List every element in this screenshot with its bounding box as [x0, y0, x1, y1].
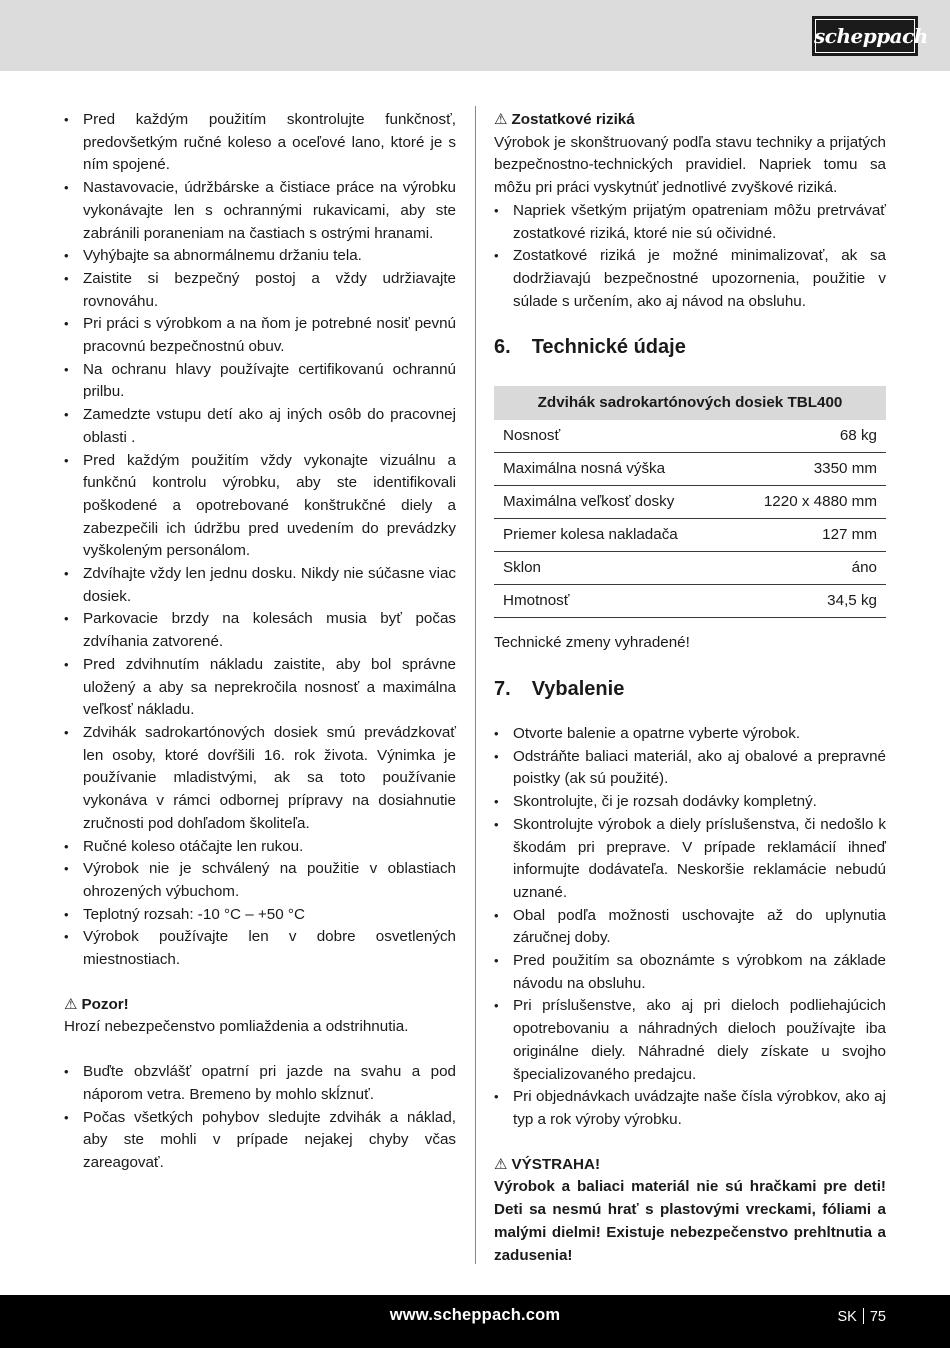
- spec-value: 34,5 kg: [727, 585, 886, 618]
- residual-risks-title: Zostatkové riziká: [511, 111, 635, 128]
- technical-data-table: [494, 386, 886, 420]
- warning-triangle-icon: ⚠: [494, 111, 508, 128]
- table-row: [494, 453, 886, 486]
- language-code: SK: [837, 1309, 857, 1325]
- section-6-heading: [494, 335, 886, 359]
- tech-changes-note: Technické zmeny vyhradené!: [494, 634, 690, 652]
- spec-label: Sklon: [494, 552, 727, 585]
- list-item: • Pri príslušenstve, ako aj pri dieloch podliehajúcich opotrebovaniu a náhradných dieloch používajte iba originálne diely. Náhradné diely získate u svojho špecializovaného predajcu.: [494, 995, 886, 1086]
- list-item: • Ručné koleso otáčajte len rukou.: [64, 836, 456, 859]
- warning-title: VÝSTRAHA!: [511, 1155, 601, 1173]
- list-item: • Teplotný rozsah: -10 °C – +50 °C: [64, 904, 456, 927]
- caution-heading: [64, 994, 456, 1017]
- list-item: • Skontrolujte výrobok a diely príslušenstva, či nedošlo k škodám pri preprave. V prípade reklamácií ihneď informujte dodávateľa. Neskoršie reklamácie nebudú uznané.: [494, 814, 886, 905]
- list-item: • Otvorte balenie a opatrne vyberte výrobok.: [494, 723, 886, 746]
- residual-risks-text: Výrobok je skonštruovaný podľa stavu techniky a prijatých bezpečnostno-technických pravidiel. Napriek tomu sa môžu pri práci vyskytnúť jednotlivé zvyškové riziká.: [494, 133, 886, 197]
- list-item: • Počas všetkých pohybov sledujte zdvihák a náklad, aby ste mohli v prípade nejakej chyby včas zareagovať.: [64, 1107, 456, 1175]
- page-indicator: [838, 1308, 886, 1325]
- residual-risks-heading: [494, 109, 886, 132]
- list-item: • Zostatkové riziká je možné minimalizovať, ak sa dodržiavajú bezpečnostné upozornenia, použitie v súlade s určením, ako aj návod na obsluhu.: [494, 245, 886, 313]
- slope-bullet-list: [64, 1061, 456, 1175]
- table-row: [494, 519, 886, 552]
- list-item: • Skontrolujte, či je rozsah dodávky kompletný.: [494, 791, 886, 814]
- website-link[interactable]: www.scheppach.com: [389, 1306, 561, 1324]
- warning-triangle-icon: ⚠: [64, 995, 78, 1013]
- list-item: • Vyhýbajte sa abnormálnemu držaniu tela.: [64, 245, 456, 268]
- table-row: [494, 420, 886, 453]
- footer-bar: [0, 1295, 950, 1348]
- list-item: • Pred použitím sa oboznámte s výrobkom na základe návodu na obsluhu.: [494, 950, 886, 995]
- list-item: • Napriek všetkým prijatým opatreniam môžu pretrvávať zostatkové riziká, ktoré nie sú očividné.: [494, 200, 886, 245]
- spec-value: 1220 x 4880 mm: [727, 486, 886, 519]
- list-item: • Odstráňte baliaci materiál, ako aj obalové a prepravné poistky (ak sú použité).: [494, 746, 886, 791]
- warning-triangle-icon: ⚠: [494, 1155, 508, 1173]
- unpacking-bullet-list: [494, 723, 886, 1132]
- spec-value: áno: [727, 552, 886, 585]
- list-item: • Pri objednávkach uvádzajte naše čísla výrobkov, ako aj typ a rok výroby výrobku.: [494, 1086, 886, 1131]
- list-item: • Pred zdvihnutím nákladu zaistite, aby bol správne uložený a aby sa neprekročila nosnosť a maximálna veľkosť nákladu.: [64, 654, 456, 722]
- table-row: [494, 552, 886, 585]
- list-item: • Nastavovacie, údržbárske a čistiace práce na výrobku vykonávajte len s ochrannými rukavicami, aby ste zabránili poraneniam na častiach s ostrými hranami.: [64, 177, 456, 245]
- warning-text: Výrobok a baliaci materiál nie sú hračkami pre deti! Deti sa nesmú hrať s plastovými vreckami, fóliami a malými dielmi! Existuje nebezpečenstvo prehltnutia a zadusenia!: [494, 1178, 886, 1264]
- residual-risks-list: [494, 200, 886, 314]
- list-item: • Pri práci s výrobkom a na ňom je potrebné nosiť pevnú pracovnú bezpečnostnú obuv.: [64, 313, 456, 358]
- spec-label: Hmotnosť: [494, 585, 727, 618]
- list-item: • Výrobok nie je schválený na použitie v oblastiach ohrozených výbuchom.: [64, 858, 456, 903]
- left-column: [64, 109, 456, 1175]
- technical-data-rows: [494, 420, 886, 618]
- spec-label: Priemer kolesa nakladača: [494, 519, 727, 552]
- header-band: [0, 0, 950, 71]
- column-divider: [475, 106, 476, 1264]
- right-column: [494, 109, 886, 1267]
- caution-title: Pozor!: [81, 995, 129, 1013]
- spec-label: Nosnosť: [494, 420, 727, 453]
- page-number: 75: [869, 1309, 886, 1325]
- list-item: • Na ochranu hlavy používajte certifikovanú ochrannú prilbu.: [64, 359, 456, 404]
- list-item: • Výrobok používajte len v dobre osvetlených miestnostiach.: [64, 926, 456, 971]
- table-header: Zdvihák sadrokartónových dosiek TBL400: [494, 386, 886, 420]
- list-item: • Zamedzte vstupu detí ako aj iných osôb do pracovnej oblasti .: [64, 404, 456, 449]
- list-item: • Zdvihák sadrokartónových dosiek smú prevádzkovať len osoby, ktoré dovŕšili 16. rok života. Výnimka je používanie mladistvými, ak sa toto používanie vykonáva v rámci odbornej prípravy na dosiahnutie zručnosti pod dohľadom školiteľa.: [64, 722, 456, 836]
- section-title: Technické údaje: [531, 336, 686, 359]
- table-row: [494, 486, 886, 519]
- spec-value: 3350 mm: [727, 453, 886, 486]
- list-item: • Parkovacie brzdy na kolesách musia byť počas zdvíhania zatvorené.: [64, 608, 456, 653]
- list-item: • Obal podľa možnosti uschovajte až do uplynutia záručnej doby.: [494, 905, 886, 950]
- list-item: • Pred každým použitím skontrolujte funkčnosť, predovšetkým ručné koleso a oceľové lano, ktoré je s ním spojené.: [64, 109, 456, 177]
- caution-text: Hrozí nebezpečenstvo pomliaždenia a odstrihnutia.: [64, 1018, 409, 1036]
- spec-value: 127 mm: [727, 519, 886, 552]
- section-title: Vybalenie: [531, 678, 625, 701]
- list-item: • Zdvíhajte vždy len jednu dosku. Nikdy nie súčasne viac dosiek.: [64, 563, 456, 608]
- spec-value: 68 kg: [727, 420, 886, 453]
- section-number: 7.: [494, 678, 511, 701]
- spec-label: Maximálna nosná výška: [494, 453, 727, 486]
- section-number: 6.: [494, 336, 511, 359]
- safety-bullet-list: [64, 109, 456, 972]
- list-item: • Zaistite si bezpečný postoj a vždy udržiavajte rovnováhu.: [64, 268, 456, 313]
- warning-heading: [494, 1154, 886, 1177]
- list-item: • Buďte obzvlášť opatrní pri jazde na svahu a pod náporom vetra. Bremeno by mohlo skĺznuť.: [64, 1061, 456, 1106]
- table-row: [494, 585, 886, 618]
- scheppach-logo: scheppach: [812, 16, 918, 56]
- section-7-heading: [494, 677, 886, 701]
- spec-label: Maximálna veľkosť dosky: [494, 486, 727, 519]
- list-item: • Pred každým použitím vždy vykonajte vizuálnu a funkčnú kontrolu výrobku, aby ste identifikovali poškodené a opotrebované konštrukčné diely a zabezpečili ich údržbu pred uvedením do prevádzky vyškoleným personálom.: [64, 450, 456, 564]
